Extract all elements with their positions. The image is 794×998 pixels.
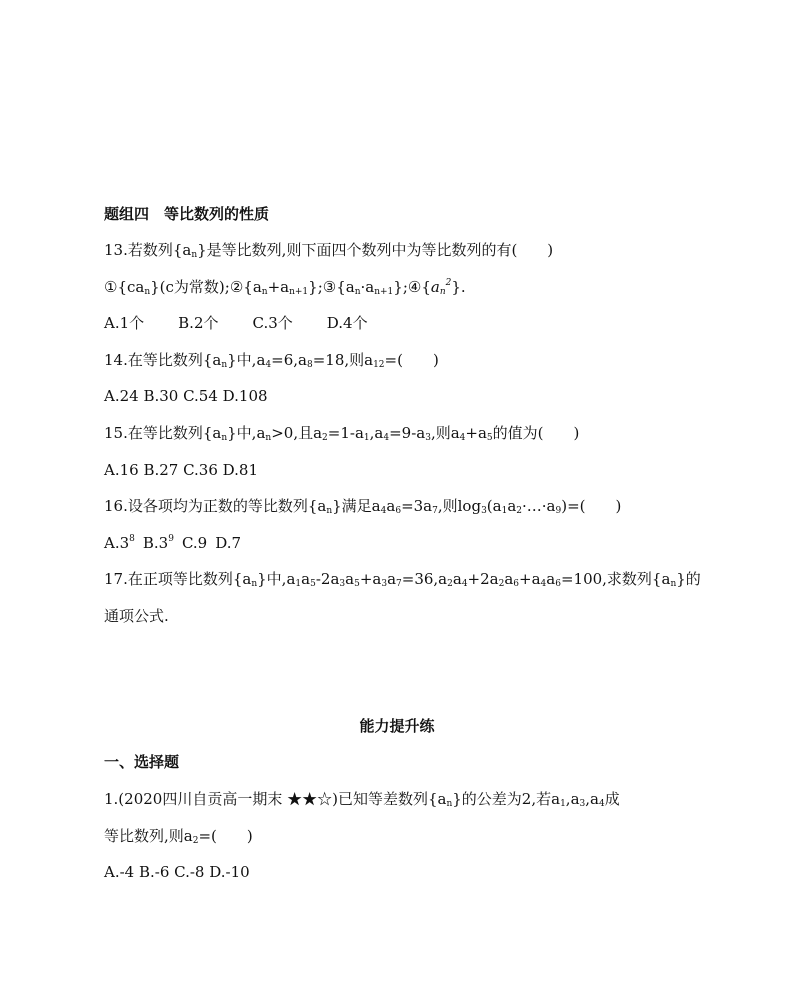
- subscript: 4: [265, 360, 272, 370]
- subscript: 4: [598, 799, 605, 809]
- text: ,a: [369, 424, 384, 442]
- text: };③{a: [308, 278, 355, 296]
- subscript: n+1: [374, 287, 394, 297]
- subscript: 2: [498, 579, 505, 589]
- subscript: 3: [425, 433, 431, 443]
- question-1-stem: [104, 789, 620, 809]
- option-b: [143, 533, 174, 553]
- text: =9-a: [389, 424, 426, 442]
- subscript: 4: [540, 579, 547, 589]
- subscript: n: [261, 287, 268, 297]
- subscript: 2: [516, 506, 523, 516]
- text: a: [452, 570, 462, 588]
- text: -2a: [315, 570, 340, 588]
- option-b: B.2个: [178, 314, 219, 332]
- text: =36,a: [401, 570, 448, 588]
- text: )=( ): [561, 497, 622, 515]
- subscript: 9: [555, 506, 562, 516]
- text: 成: [604, 790, 620, 808]
- text: ①{ca: [104, 278, 145, 296]
- option-a: [104, 533, 135, 553]
- text: ,a: [585, 790, 599, 808]
- text: 通项公式.: [104, 607, 169, 625]
- option-a: A.1个: [104, 314, 145, 332]
- subscript: n: [144, 287, 151, 297]
- superscript: 2: [445, 278, 452, 288]
- text: a: [507, 497, 517, 515]
- subscript: n: [446, 799, 453, 809]
- option-c: C.9: [181, 534, 208, 552]
- text: 13.若数列{a: [104, 241, 192, 259]
- question-17-line2: [104, 606, 169, 626]
- text: +2a: [467, 570, 499, 588]
- text: (a: [486, 497, 502, 515]
- question-13-stem: [104, 240, 553, 260]
- subscript: 4: [459, 433, 466, 443]
- text: a: [387, 570, 397, 588]
- question-15-options: [104, 460, 258, 480]
- subscript: 5: [486, 433, 493, 443]
- text: =( ): [198, 827, 253, 845]
- subscript: n: [670, 579, 677, 589]
- subscript: 7: [432, 506, 438, 516]
- question-17-stem: [104, 569, 701, 589]
- text: }中,a: [227, 351, 266, 369]
- question-14-options: [104, 386, 268, 406]
- text: }中,a: [257, 570, 296, 588]
- subscript: 12: [373, 360, 385, 370]
- advanced-title: [0, 716, 794, 736]
- subscript: n+1: [289, 287, 309, 297]
- text: 的值为( ): [492, 424, 580, 442]
- text: ,则log: [437, 497, 482, 515]
- text: ·a: [360, 278, 375, 296]
- text: A.3: [104, 534, 130, 552]
- text: B.3: [142, 534, 169, 552]
- superscript: 9: [168, 534, 174, 544]
- subscript: n: [221, 360, 228, 370]
- text: };④{: [393, 278, 431, 296]
- subscript: 1: [501, 506, 508, 516]
- text: +a: [465, 424, 487, 442]
- section-title: [104, 204, 269, 224]
- text: +a: [267, 278, 290, 296]
- text: ,则a: [430, 424, 460, 442]
- option-c: C.3个: [252, 314, 293, 332]
- text: }满足a: [332, 497, 381, 515]
- text: }的公差为2,若a: [452, 790, 561, 808]
- question-1-options: [104, 862, 250, 882]
- text: }中,a: [227, 424, 266, 442]
- text: a: [546, 570, 556, 588]
- text: 17.在正项等比数列{a: [104, 570, 252, 588]
- text: =1-a: [327, 424, 364, 442]
- option-d: D.7: [215, 534, 242, 552]
- text: a: [504, 570, 514, 588]
- options-text: A.24 B.30 C.54 D.108: [104, 387, 268, 405]
- part1-title: [104, 752, 179, 772]
- text: 14.在等比数列{a: [104, 351, 222, 369]
- math-a-n-squared: $a_n^2$: [430, 278, 452, 297]
- text: }.: [451, 278, 466, 296]
- text: 1.(2020四川自贡高一期末 ★★☆)已知等差数列{a: [104, 790, 447, 808]
- subscript: n: [191, 250, 198, 260]
- subscript: 8: [306, 360, 313, 370]
- text: ·…·a: [522, 497, 556, 515]
- subscript: 6: [555, 579, 561, 589]
- option-d: D.4个: [326, 314, 368, 332]
- subscript: 4: [380, 506, 387, 516]
- subscript: 4: [461, 579, 468, 589]
- question-1-line2: [104, 826, 253, 846]
- text: =6,a: [271, 351, 307, 369]
- text: ,a: [565, 790, 580, 808]
- options-text: A.-4 B.-6 C.-8 D.-10: [104, 863, 250, 881]
- subscript: 6: [395, 506, 402, 516]
- question-15-stem: [104, 423, 579, 443]
- text: >0,且a: [271, 424, 323, 442]
- subscript: n: [439, 287, 446, 297]
- text: =100,求数列{a: [560, 570, 671, 588]
- text: +a: [359, 570, 382, 588]
- question-13-items: [104, 277, 466, 297]
- text: }(c为常数);②{a: [150, 278, 262, 296]
- text: 等比数列,则a: [104, 827, 193, 845]
- subscript: 2: [322, 433, 328, 443]
- subscript: n: [354, 287, 361, 297]
- superscript: 8: [129, 534, 135, 544]
- text: a: [301, 570, 311, 588]
- subscript: 6: [513, 579, 520, 589]
- subscript: 3: [579, 799, 586, 809]
- section-title-text: 题组四 等比数列的性质: [104, 205, 270, 223]
- question-14-stem: [104, 350, 439, 370]
- subscript: 3: [381, 579, 388, 589]
- advanced-title-text: 能力提升练: [359, 717, 435, 735]
- question-16-options: [104, 533, 241, 553]
- text: =18,则a: [312, 351, 374, 369]
- subscript: 2: [447, 579, 453, 589]
- text: }是等比数列,则下面四个数列中为等比数列的有( ): [197, 241, 554, 259]
- text: 16.设各项均为正数的等比数列{a: [104, 497, 327, 515]
- subscript: 2: [192, 836, 199, 846]
- text: =( ): [384, 351, 439, 369]
- question-13-options: [104, 313, 368, 333]
- subscript: 1: [560, 799, 566, 809]
- text: a: [386, 497, 396, 515]
- subscript: 5: [310, 579, 316, 589]
- options-text: A.16 B.27 C.36 D.81: [104, 461, 259, 479]
- subscript: n: [326, 506, 333, 516]
- subscript: 1: [295, 579, 302, 589]
- text: 15.在等比数列{a: [104, 424, 222, 442]
- text: }的: [676, 570, 701, 588]
- subscript: 3: [339, 579, 346, 589]
- text: =3a: [401, 497, 433, 515]
- question-16-stem: [104, 496, 621, 516]
- text: +a: [519, 570, 541, 588]
- subscript: 7: [396, 579, 402, 589]
- subscript: 3: [481, 506, 487, 516]
- part1-title-text: 一、选择题: [104, 753, 180, 771]
- subscript: 4: [383, 433, 390, 443]
- subscript: n: [221, 433, 228, 443]
- subscript: 5: [354, 579, 360, 589]
- subscript: n: [251, 579, 258, 589]
- text: a: [345, 570, 355, 588]
- subscript: n: [265, 433, 272, 443]
- subscript: 1: [363, 433, 370, 443]
